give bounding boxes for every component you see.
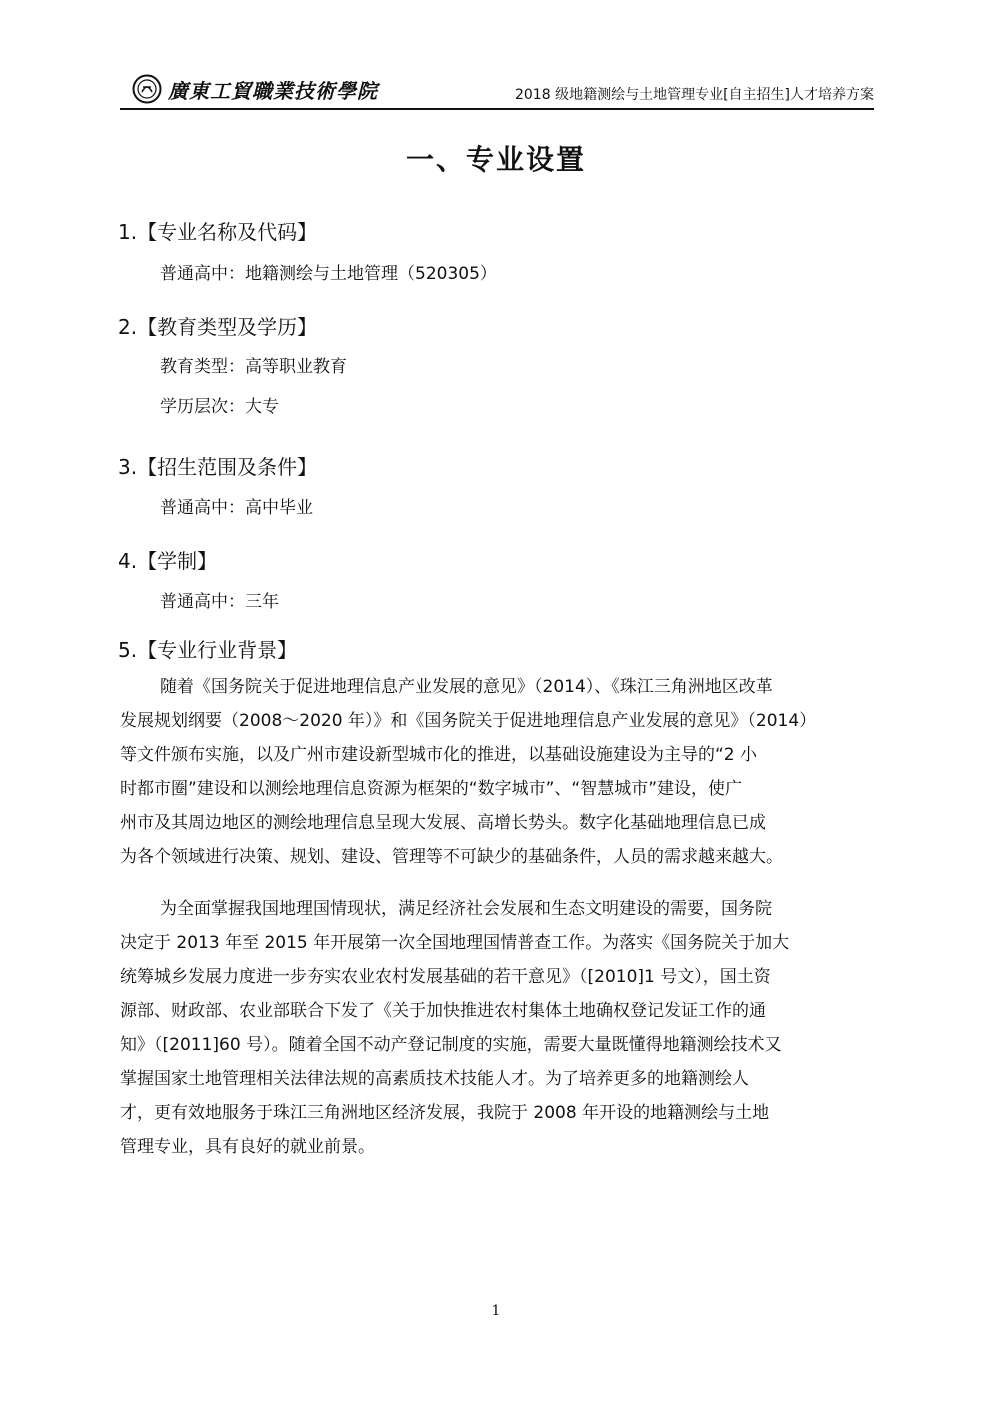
paragraph-line: 统筹城乡发展力度进一步夯实农业农村发展基础的若干意见》（[2010]1 号文），国土资 (120, 967, 771, 987)
paragraph-line: 为全面掌握我国地理国情现状，满足经济社会发展和生态文明建设的需要，国务院 (160, 899, 772, 919)
section-heading-1: 1.【专业名称及代码】 (118, 220, 318, 244)
section-4-line: 普通高中：三年 (160, 592, 279, 612)
paragraph-line: 州市及其周边地区的测绘地理信息呈现大发展、高增长势头。数字化基础地理信息已成 (120, 813, 766, 833)
college-emblem-icon (132, 74, 162, 104)
document-title: 2018 级地籍测绘与土地管理专业[自主招生]人才培养方案 (514, 87, 874, 103)
page-title: 一、专业设置 (405, 143, 586, 176)
section-2-line-1: 教育类型：高等职业教育 (160, 357, 347, 377)
paragraph-line: 随着《国务院关于促进地理信息产业发展的意见》（2014）、《珠江三角洲地区改革 (160, 677, 773, 697)
paragraph-line: 才，更有效地服务于珠江三角洲地区经济发展，我院于 2008 年开设的地籍测绘与土地 (120, 1103, 770, 1123)
college-logo (132, 72, 378, 106)
paragraph-line: 掌握国家土地管理相关法律法规的高素质技术技能人才。为了培养更多的地籍测绘人 (120, 1069, 749, 1089)
paragraph-line: 发展规划纲要（2008～2020 年）》和《国务院关于促进地理信息产业发展的意见》（2014） (120, 711, 817, 731)
section-heading-3: 3.【招生范围及条件】 (118, 455, 318, 479)
page-header (120, 68, 874, 110)
section-heading-2: 2.【教育类型及学历】 (118, 315, 318, 339)
paragraph-line: 决定于 2013 年至 2015 年开展第一次全国地理国情普查工作。为落实《国务院关于加大 (120, 933, 790, 953)
section-3-line: 普通高中：高中毕业 (160, 498, 313, 518)
background-paragraph-1 (120, 670, 880, 874)
paragraph-line: 源部、财政部、农业部联合下发了《关于加快推进农村集体土地确权登记发证工作的通 (120, 1001, 766, 1021)
logo-text: 廣東工貿職業技術學院 (168, 78, 378, 103)
paragraph-line: 管理专业，具有良好的就业前景。 (120, 1137, 375, 1157)
paragraph-line: 为各个领域进行决策、规划、建设、管理等不可缺少的基础条件，人员的需求越来越大。 (120, 847, 783, 867)
section-heading-5: 5.【专业行业背景】 (118, 638, 298, 662)
section-2-line-2: 学历层次：大专 (160, 397, 279, 417)
background-paragraph-2 (120, 892, 880, 1164)
page-number: 1 (491, 1303, 501, 1319)
paragraph-line: 知》（[2011]60 号）。随着全国不动产登记制度的实施，需要大量既懂得地籍测绘技术又 (120, 1035, 782, 1055)
paragraph-line: 等文件颁布实施，以及广州市建设新型城市化的推进，以基础设施建设为主导的“2 小 (120, 745, 758, 765)
paragraph-line: 时都市圈”建设和以测绘地理信息资源为框架的“数字城市”、“智慧城市”建设，使广 (120, 779, 743, 799)
header-divider (120, 108, 874, 110)
section-heading-4: 4.【学制】 (118, 549, 218, 573)
section-1-line: 普通高中：地籍测绘与土地管理（520305） (160, 264, 497, 284)
